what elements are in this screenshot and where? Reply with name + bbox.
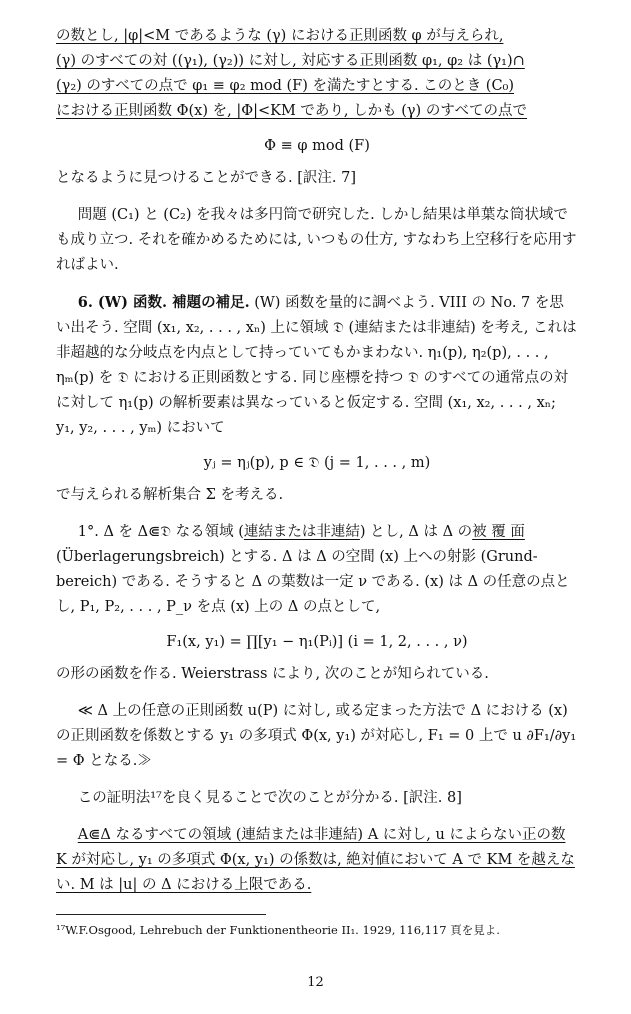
quoted-theorem: ≪ Δ 上の任意の正則函数 u(P) に対し, 或る定まった方法で Δ における (x) の正則函数を係数とする y₁ の多項式 Φ(x, y₁) が対応し, F₁ = 0 上で u ∂F₁/∂y₁ = Φ となる.≫ [56,703,577,769]
footnote: ¹⁷W.F.Osgood, Lehrebuch der Funktionentheorie II₁. 1929, 116,117 頁を見よ. [56,923,500,937]
text-span: ) とし, Δ は Δ の [359,524,473,540]
equation-congruence: Φ ≡ φ mod (F) [264,138,370,154]
paragraph: この証明法¹⁷を良く見ることで次のことが分かる. [訳注. 8] [77,790,462,806]
paragraph-1 [56,520,578,620]
underlined-text: 連結または非連結 [243,524,360,540]
paragraph-line: の数とし, |φ|<M であるような (γ) における正則函数 φ が与えられ, [56,28,504,44]
paragraph-line: (γ₂) のすべての点で φ₁ ≡ φ₂ mod (F) を満たすとする. このとき (C₀) [56,78,515,94]
underlined-statement: A⋐Δ なるすべての領域 (連結または非連結) A に対し, u によらない正の数 K が対応し, y₁ の多項式 Φ(x, y₁) の係数は, 絶対値において A で KM を越えない. M は |u| の Δ における上限である. [56,827,575,893]
paragraph: となるように見つけることができる. [訳注. 7] [56,170,356,186]
paragraph: で与えられる解析集合 Σ を考える. [56,487,284,503]
equation-product: F₁(x, y₁) = ∏[y₁ − η₁(Pᵢ)] (i = 1, 2, . . . , ν) [166,634,468,650]
footnote-rule [56,914,266,915]
paragraph: 問題 (C₁) と (C₂) を我々は多円筒で研究した. しかし結果は単葉な筒状域でも成り立つ. それを確かめるためには, いつもの仕方, すなわち上空移行を応用すればよい. [56,207,577,273]
text-span: (Überlagerungsbreich) とする. Δ は Δ の空間 (x) 上への射影 (Grund-bereich) である. そうすると Δ の葉数は一定 ν である. (x) は Δ の任意の点とし, P₁, P₂, . . . , P_ν を点 (x) 上の Δ の点として, [56,549,570,615]
underlined-text: 被 覆 面 [472,524,525,540]
section-body: (W) 函数を量的に調べよう. VIII の No. 7 を思い出そう. 空間 (x₁, x₂, . . . , xₙ) 上に領域 𝔇 (連結または非連結) を考え, これは非超越的な分岐点を内点として持っていてもかまわない. η₁(p), η₂(p), . . . , ηₘ(p) を 𝔇 における正則函数とする. 同じ座標を持つ 𝔇 のすべての通常点の対に対して η₁(p) の解析要素は異なっていると仮定する. 空間 (x₁, x₂, . . . , xₙ; y₁, y₂, . . . , yₘ) において [56,295,577,436]
text-span: 1°. Δ を Δ⋐𝔇 なる領域 ( [77,524,244,540]
equation-analytic-set: yⱼ = ηⱼ(p), p ∈ 𝔇 (j = 1, . . . , m) [203,455,431,471]
section-heading: 6. (W) 函数. 補題の補足. [77,294,250,311]
paragraph-line: (γ) のすべての対 ((γ₁), (γ₂)) に対し, 対応する正則函数 φ₁, φ₂ は (γ₁)∩ [56,53,525,69]
page-number: 12 [307,975,324,990]
paragraph-line: における正則函数 Φ(x) を, |Φ|<KM であり, しかも (γ) のすべての点で [56,103,528,119]
paragraph: の形の函数を作る. Weierstrass により, 次のことが知られている. [56,666,489,682]
document-page [56,24,578,939]
section-6-paragraph [56,290,578,441]
